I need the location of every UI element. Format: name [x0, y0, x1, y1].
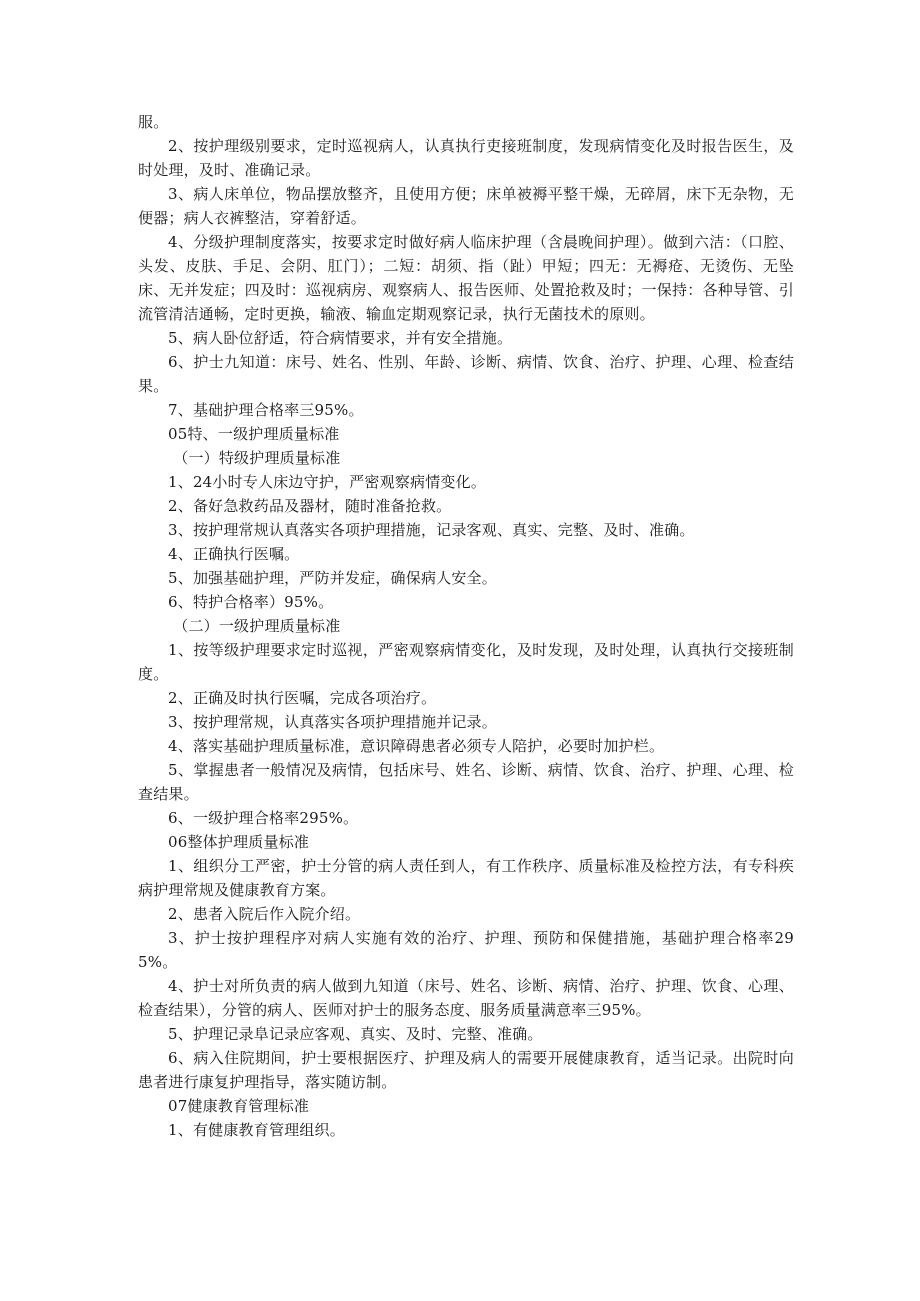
paragraph: 3、护士按护理程序对病人实施有效的治疗、护理、预防和保健措施，基础护理合格率295%。 — [138, 929, 794, 971]
paragraph: 6、一级护理合格率295%。 — [168, 809, 359, 827]
paragraph: 3、病人床单位，物品摆放整齐，且使用方便；床单被褥平整干燥，无碎屑，床下无杂物，无便器；病人衣裤整洁，穿着舒适。 — [138, 185, 794, 227]
paragraph: 3、按护理常规，认真落实各项护理措施并记录。 — [168, 713, 497, 731]
paragraph: 1、按等级护理要求定时巡视，严密观察病情变化，及时发现，及时处理，认真执行交接班制度。 — [138, 641, 794, 683]
paragraph: 7、基础护理合格率三95%。 — [168, 401, 364, 419]
paragraph: 4、落实基础护理质量标准，意识障碍患者必须专人陪护，必要时加护栏。 — [168, 737, 665, 755]
subsection-heading: （一）特级护理质量标准 — [173, 449, 341, 467]
paragraph: 2、备好急救药品及器材，随时准备抢救。 — [168, 497, 452, 515]
paragraph: 2、按护理级别要求，定时巡视病人，认真执行吏接班制度，发现病情变化及时报告医生，及时处理，及时、准确记录。 — [138, 137, 794, 179]
paragraph: 服。 — [138, 113, 169, 131]
section-heading: 07健康教育管理标准 — [168, 1097, 310, 1115]
paragraph: 6、护士九知道：床号、姓名、性别、年龄、诊断、病情、饮食、治疗、护理、心理、检查结果。 — [138, 353, 794, 395]
paragraph: 6、特护合格率）95%。 — [168, 593, 334, 611]
paragraph: 1、24小时专人床边守护，严密观察病情变化。 — [168, 473, 487, 491]
paragraph: 4、护士对所负责的病人做到九知道（床号、姓名、诊断、病情、治疗、护理、饮食、心理、检查结果），分管的病人、医师对护士的服务态度、服务质量满意率三95%。 — [138, 977, 794, 1019]
paragraph: 2、正确及时执行医嘱，完成各项治疗。 — [168, 689, 437, 707]
paragraph: 3、按护理常规认真落实各项护理措施，记录客观、真实、完整、及时、准确。 — [168, 521, 695, 539]
paragraph: 1、有健康教育管理组织。 — [168, 1121, 345, 1139]
paragraph: 6、病入住院期间，护士要根据医疗、护理及病人的需要开展健康教育，适当记录。出院时向患者进行康复护理指导，落实随访制。 — [138, 1049, 794, 1091]
paragraph: 5、病人卧位舒适，符合病情要求，并有安全措施。 — [168, 329, 513, 347]
paragraph: 5、加强基础护理，严防并发症，确保病人安全。 — [168, 569, 497, 587]
paragraph: 2、患者入院后作入院介绍。 — [168, 905, 361, 923]
section-heading: 06整体护理质量标准 — [168, 833, 310, 851]
document-body — [138, 110, 794, 1142]
paragraph: 5、护理记录阜记录应客观、真实、及时、完整、准确。 — [168, 1025, 543, 1043]
section-heading: 05特、一级护理质量标准 — [168, 425, 340, 443]
paragraph: 4、分级护理制度落实，按要求定时做好病人临床护理（含晨晚间护理）。做到六洁：（口腔、头发、皮肤、手足、会阴、肛门）；二短：胡须、指（趾）甲短；四无：无褥疮、无烫伤、无坠床、无并发症；四及时：巡视病房、观察病人、报告医师、处置抢救及时；一保持：各种导管、引流管清洁通畅，定时更换，输液、输血定期观察记录，执行无菌技术的原则。 — [138, 233, 794, 323]
paragraph: 4、正确执行医嘱。 — [168, 545, 300, 563]
paragraph: 1、组织分工严密，护士分管的病人责任到人，有工作秩序、质量标准及检控方法，有专科疾病护理常规及健康教育方案。 — [138, 857, 794, 899]
subsection-heading: （二）一级护理质量标准 — [173, 617, 341, 635]
paragraph: 5、掌握患者一般情况及病情，包括床号、姓名、诊断、病情、饮食、治疗、护理、心理、检查结果。 — [138, 761, 794, 803]
